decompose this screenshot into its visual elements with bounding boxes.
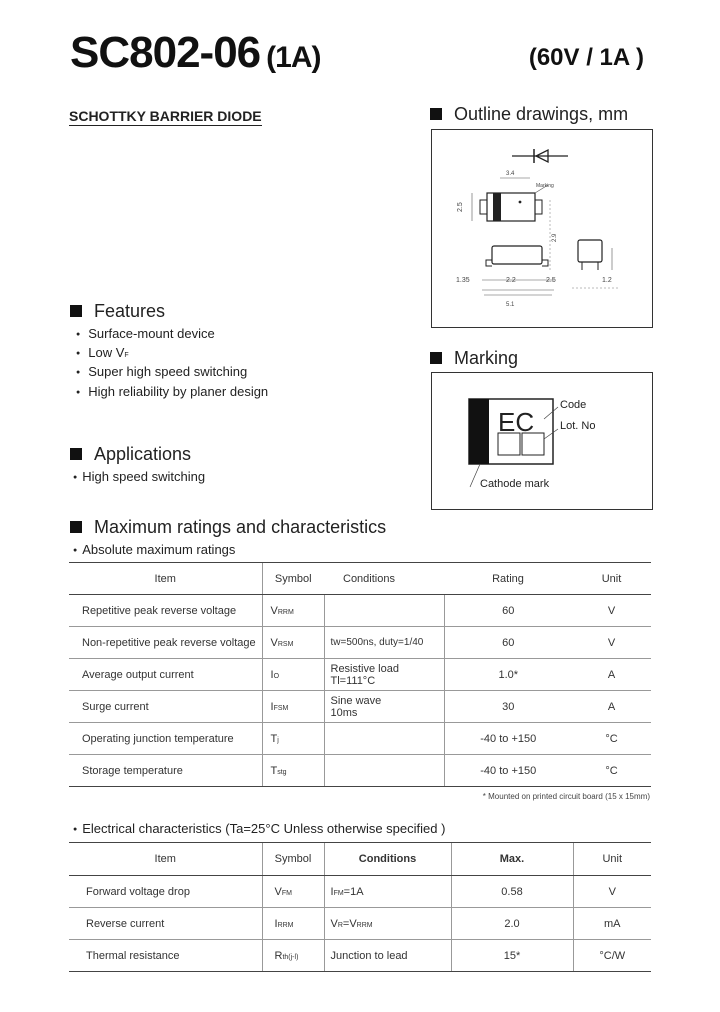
section-square-icon: [430, 352, 442, 364]
table-row: [69, 595, 651, 627]
row-item: Forward voltage drop: [69, 876, 262, 908]
section-square-icon: [70, 521, 82, 533]
outline-drawing-box: [431, 129, 653, 328]
row-symbol: VRRM: [262, 595, 324, 627]
header-unit: Unit: [573, 843, 651, 876]
device-type-subtitle: SCHOTTKY BARRIER DIODE: [69, 108, 262, 124]
row-conditions: Junction to lead: [324, 940, 451, 972]
section-square-icon: [70, 305, 82, 317]
outline-section-title: [430, 104, 628, 125]
row-item: Surge current: [69, 691, 262, 723]
row-unit: A: [572, 659, 651, 691]
row-symbol: IO: [262, 659, 324, 691]
row-conditions: IFM=1A: [324, 876, 451, 908]
row-item: Repetitive peak reverse voltage: [69, 595, 262, 627]
row-item: Operating junction temperature: [69, 723, 262, 755]
dim-label: 2.5: [546, 277, 556, 284]
current-rating: (1A): [266, 41, 321, 74]
table-row: [69, 627, 651, 659]
row-symbol: Tstg: [262, 755, 324, 787]
row-symbol: IFSM: [262, 691, 324, 723]
absolute-max-ratings-subtitle: ● Absolute maximum ratings: [73, 542, 235, 557]
row-item: Reverse current: [69, 908, 262, 940]
header-symbol: Symbol: [262, 843, 324, 876]
absolute-max-ratings-table: [69, 562, 651, 787]
table-row: [69, 755, 651, 787]
table-row: [69, 940, 651, 972]
features-section-title: [70, 301, 165, 322]
code-label: Code: [560, 399, 587, 411]
header-item: Item: [69, 563, 262, 595]
feature-item: [76, 345, 129, 360]
marking-title: Marking: [454, 348, 519, 368]
header-item: Item: [69, 843, 262, 876]
feature-item: ● Surface-mount device: [76, 326, 215, 341]
row-symbol: Tj: [262, 723, 324, 755]
dim-label: 1.35: [456, 277, 470, 284]
row-value: 1.0*: [444, 659, 572, 691]
row-item: Storage temperature: [69, 755, 262, 787]
header-unit: Unit: [572, 563, 651, 595]
row-unit: °C: [572, 755, 651, 787]
row-symbol: IRRM: [262, 908, 324, 940]
header-max: Max.: [451, 843, 573, 876]
row-value: 15*: [451, 940, 573, 972]
outline-drawing: [432, 130, 652, 327]
table-row: [69, 659, 651, 691]
dim-label: 2.5: [457, 202, 464, 212]
row-value: -40 to +150: [444, 755, 572, 787]
feature-item-subscript: F: [124, 352, 129, 359]
row-conditions: [324, 723, 444, 755]
marking-box: [431, 372, 653, 510]
row-item: Thermal resistance: [69, 940, 262, 972]
features-title: Features: [94, 301, 166, 321]
row-conditions: tw=500ns, duty=1/40: [324, 627, 444, 659]
table-row: [69, 876, 651, 908]
table-row: [69, 908, 651, 940]
table-row: [69, 723, 651, 755]
row-value: 30: [444, 691, 572, 723]
marking-section-title: [430, 348, 518, 369]
row-unit: V: [573, 876, 651, 908]
dim-label: 3.4: [506, 171, 515, 177]
row-conditions: [324, 595, 444, 627]
dim-label: 2.2: [506, 277, 516, 284]
feature-item: ● Super high speed switching: [76, 364, 247, 379]
table-header-row: [69, 843, 651, 876]
row-unit: °C: [572, 723, 651, 755]
part-number-title: [70, 28, 320, 78]
lot-number-label: Lot. No: [560, 420, 596, 432]
part-number: SC802-06: [70, 28, 261, 77]
row-symbol: VRSM: [262, 627, 324, 659]
header-conditions: Conditions: [324, 563, 444, 595]
section-square-icon: [70, 448, 82, 460]
row-unit: V: [572, 627, 651, 659]
feature-item-text: Low V: [88, 345, 125, 360]
header-rating: Rating: [444, 563, 572, 595]
table-header-row: [69, 563, 651, 595]
table-row: [69, 691, 651, 723]
row-value: -40 to +150: [444, 723, 572, 755]
row-conditions: VR=VRRM: [324, 908, 451, 940]
outline-title: Outline drawings, mm: [454, 104, 629, 124]
header-symbol: Symbol: [262, 563, 324, 595]
electrical-characteristics-subtitle: ● Electrical characteristics (Ta=25°C Unless otherwise specified ): [73, 821, 445, 836]
row-symbol: VFM: [262, 876, 324, 908]
electrical-characteristics-table: [69, 842, 651, 972]
row-unit: A: [572, 691, 651, 723]
row-unit: mA: [573, 908, 651, 940]
dim-label: 2.9: [552, 233, 558, 242]
row-value: 60: [444, 627, 572, 659]
marking-code-text: EC: [498, 407, 535, 437]
dim-label: 5.1: [506, 302, 515, 308]
row-item: Non-repetitive peak reverse voltage: [69, 627, 262, 659]
row-conditions: Sine wave 10ms: [324, 691, 444, 723]
ratings-title: Maximum ratings and characteristics: [94, 517, 387, 537]
row-conditions: Resistive load Tl=111°C: [324, 659, 444, 691]
header-conditions: Conditions: [324, 843, 451, 876]
row-value: 0.58: [451, 876, 573, 908]
dim-label: 1.2: [602, 277, 612, 284]
cathode-mark-label: Cathode mark: [480, 478, 550, 490]
ratings-footnote: * Mounted on printed circuit board (15 x 15mm): [482, 792, 650, 801]
application-item: ● High speed switching: [73, 469, 205, 484]
spec-summary: (60V / 1A ): [528, 44, 644, 71]
row-value: 60: [444, 595, 572, 627]
row-conditions: [324, 755, 444, 787]
feature-item: ● High reliability by planer design: [76, 384, 268, 399]
row-unit: V: [572, 595, 651, 627]
row-unit: °C/W: [573, 940, 651, 972]
row-symbol: Rth(j-l): [262, 940, 324, 972]
row-value: 2.0: [451, 908, 573, 940]
marking-callout-label: Marking: [536, 183, 554, 189]
ratings-section-title: [70, 517, 386, 538]
section-square-icon: [430, 108, 442, 120]
applications-title: Applications: [94, 444, 192, 464]
applications-section-title: [70, 444, 191, 465]
row-item: Average output current: [69, 659, 262, 691]
